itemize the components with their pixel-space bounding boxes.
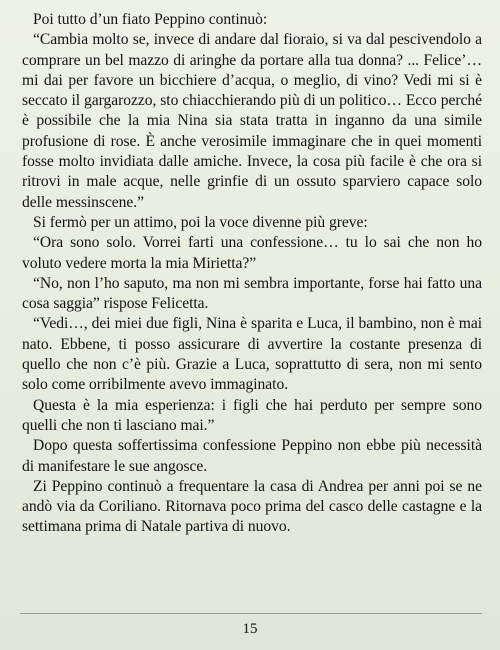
paragraph: “Ora sono solo. Vorrei farti una confessione… tu lo sai che non ho voluto vedere morta la mia Mirietta?”: [22, 234, 482, 272]
body-text: [22, 10, 482, 538]
page-number: 15: [242, 621, 258, 637]
footer-divider: [20, 613, 482, 614]
paragraph: Zi Peppino continuò a frequentare la casa di Andrea per anni poi se ne andò via da Coriliano. Ritornava poco prima del casco delle castagne e la settimana prima di Natale partiva di nuovo.: [22, 477, 482, 536]
paragraph: “Cambia molto se, invece di andare dal fioraio, si va dal pescivendolo a comprare un bel mazzo di aringhe da portare alla tua donna? ... Felice’… mi dai per favore un bicchiere d’acqua, o meglio, di vino? Vedi mi si è seccato il gargarozzo, sto chiacchierando più di un politico… Ecco perché è possibile che la mia Nina sia stata tratta in inganno da una simile profusione di rose. È anche verosimile immaginare che in quei momenti fosse molto invidiata dalle amiche. Invece, la cosa più facile è che ora si ritrovi in male acque, nelle grinfie di un ossuto sparviero capace solo delle messinscene.”: [22, 31, 482, 211]
paragraph: “No, non l’ho saputo, ma non mi sembra importante, forse hai fatto una cosa saggia” rispose Felicetta.: [22, 274, 482, 313]
paragraph: Questa è la mia esperienza: i figli che hai perduto per sempre sono quelli che non ti lasciano mai.”: [22, 396, 482, 434]
paragraph: Si fermò per un attimo, poi la voce divenne più greve:: [33, 213, 368, 231]
paragraph: Dopo questa soffertissima confessione Peppino non ebbe più necessità di manifestare le sue angosce.: [22, 437, 482, 475]
paragraph: Poi tutto d’un fiato Peppino continuò:: [33, 11, 268, 28]
paragraph: “Vedi…, dei miei due figli, Nina è sparita e Luca, il bambino, non è mai nato. Ebbene, ti posso assicurare di avvertire la costante presenza di quello che non c’è più. Grazie a Luca, soprattutto di sera, non mi sento solo come orribilmente avevo immaginato.: [22, 315, 482, 394]
